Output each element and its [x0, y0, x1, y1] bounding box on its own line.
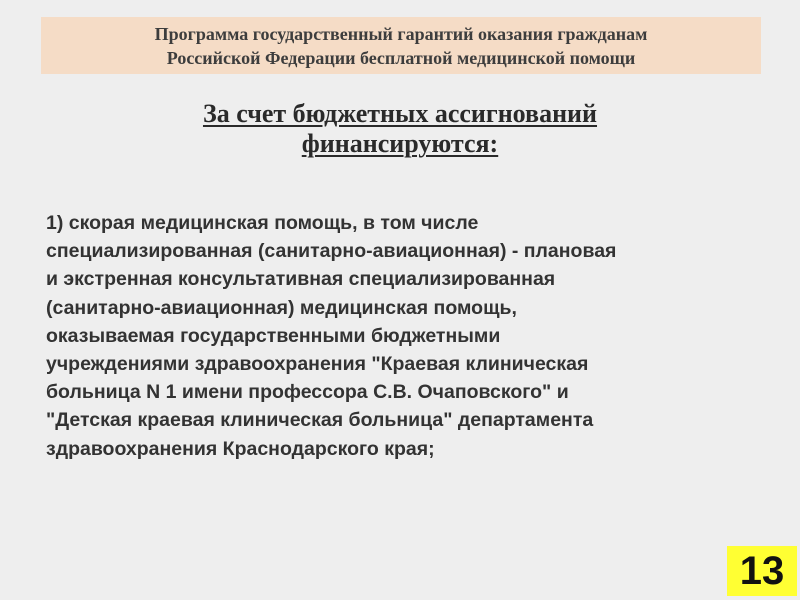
body-line: 1) скорая медицинская помощь, в том числе — [46, 212, 479, 234]
body-line: и экстренная консультативная специализированная — [46, 268, 556, 291]
body-line: "Детская краевая клиническая больница" департамента — [46, 409, 594, 432]
body-line: (санитарно-авиационная) медицинская помощь, — [46, 296, 517, 319]
body-line: здравоохранения Краснодарского края; — [46, 437, 435, 460]
body-paragraph — [46, 209, 776, 463]
header-line-1: Программа государственный гарантий оказания гражданам — [154, 24, 648, 44]
header-line-2: Российской Федерации бесплатной медицинской помощи — [166, 48, 636, 68]
header-banner — [41, 17, 761, 74]
body-line: больница N 1 имени профессора С.В. Очаповского" и — [46, 381, 569, 404]
page-number: 13 — [739, 549, 785, 593]
body-line: учреждениями здравоохранения "Краевая клиническая — [46, 353, 589, 376]
page-number-box — [727, 546, 797, 596]
subheading-line-2: финансируются: — [301, 129, 499, 158]
body-line: специализированная (санитарно-авиационная) - плановая — [46, 240, 617, 263]
body-line: оказываемая государственными бюджетными — [46, 324, 501, 347]
subheading-line-1: За счет бюджетных ассигнований — [202, 99, 598, 128]
subheading — [0, 99, 800, 159]
